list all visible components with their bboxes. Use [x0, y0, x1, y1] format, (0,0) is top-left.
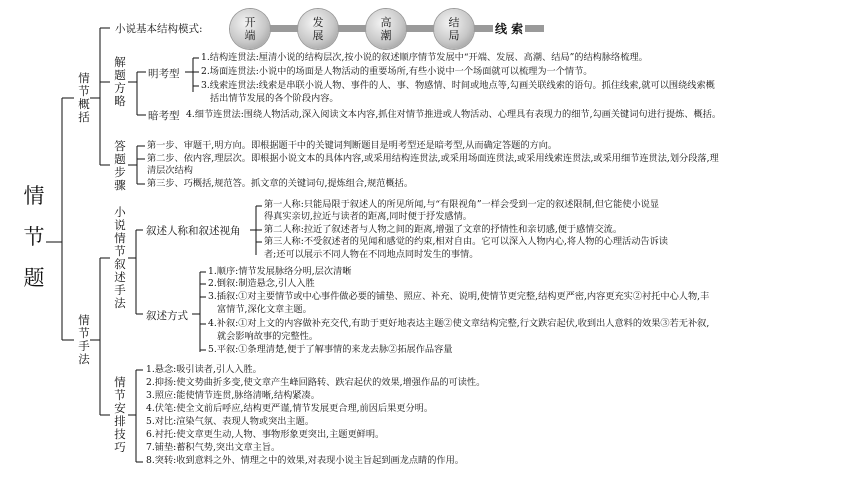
step-2-cont: 清层次结构	[147, 165, 193, 176]
person-item-2: 第二人称:拉近了叙述者与人物之间的距离,增强了文章的抒情性和亲切感,便于感情交流。	[264, 224, 623, 235]
methods-label: 解题方略	[114, 55, 126, 108]
structure-node-2: 发展	[298, 9, 338, 49]
explicit-label: 明考型	[148, 68, 180, 80]
person-item-1: 第一人称:只能局限于叙述人的所见所闻,与“有限视角”一样会受到一定的叙述限制,但它能使小说显	[264, 199, 660, 210]
mode-item-2: 2.倒叙:制造悬念,引人入胜	[208, 278, 315, 289]
structure-node-3: 高潮	[366, 9, 406, 49]
mode-item-1: 1.顺序:情节发展脉络分明,层次清晰	[208, 266, 352, 277]
step-3: 第三步、巧概括,规范答。抓文章的关键词句,提炼组合,规范概括。	[147, 178, 414, 189]
arrangement-item-7: 7.铺垫:蓄积气势,突出文章主旨。	[146, 442, 281, 453]
arrangement-item-6: 6.衬托:使文章更生动,人物、事物形象更突出,主题更鲜明。	[146, 429, 385, 440]
person-label: 叙述人称和叙述视角	[146, 225, 241, 237]
explicit-item-3: 3.线索连贯法:线索是串联小说人物、事件的人、事、物感情、时间或地点等,勾画关联线索的语句。抓住线索,就可以围绕线索概	[201, 80, 715, 91]
arrangement-item-4: 4.伏笔:使全文前后呼应,结构更严谨,情节发展更合理,前因后果更分明。	[146, 403, 434, 414]
arrangement-item-2: 2.抑扬:使文势曲折多变,使文章产生峰回路转、跌宕起伏的效果,增强作品的可读性。	[146, 377, 486, 388]
mode-item-5: 5.平叙:①条理清楚,便于了解事情的来龙去脉②拓展作品容量	[208, 344, 453, 355]
explicit-item-1: 1.结构连贯法:厘清小说的结构层次,按小说的叙述顺序情节发展中“开端、发展、高潮、结局”的结构脉络梳理。	[201, 52, 648, 63]
person-item-3-cont: 者;还可以展示不同人物在不同地点同时发生的事情。	[264, 249, 479, 260]
techniques-label: 情节手法	[78, 313, 90, 366]
structure-label: 小说基本结构模式:	[115, 23, 203, 35]
mode-item-3: 3.插叙:①对主要情节或中心事件做必要的铺垫、照应、补充、说明,使情节更完整,结构更严密,内容更充实②衬托中心人物,丰	[208, 291, 710, 302]
person-item-3: 第三人称:不受叙述者的见闻和感觉的约束,相对自由。它可以深入人物内心,将人物的心理活动告诉读	[264, 236, 668, 247]
arrangement-label: 情节安排技巧	[114, 375, 126, 454]
arrangement-item-3: 3.照应:能使情节连贯,脉络清晰,结构紧凑。	[146, 390, 320, 401]
structure-node-1: 开端	[230, 9, 270, 49]
explicit-item-3-cont: 括出情节发展的各个阶段内容。	[210, 93, 339, 104]
step-2: 第二步、依内容,理层次。即根据小说文本的具体内容,或采用结构连贯法,或采用场面连贯法,或采用线索连贯法,或采用细节连贯法,划分段落,理	[147, 153, 719, 164]
step-1: 第一步、审题干,明方向。即根据题干中的关键词判断题目是明考型还是暗考型,从而确定答题的方向。	[147, 140, 558, 151]
mode-item-4: 4.补叙:①对上文的内容做补充交代,有助于更好地表达主题②使文章结构完整,行文跌宕起伏,收到出人意料的效果③若无补叙,	[208, 318, 710, 329]
overview-label: 情节概括	[78, 71, 90, 124]
mode-item-4-cont: 就会影响故事的完整性。	[217, 331, 319, 342]
narration-label: 小说情节叙述手法	[114, 205, 126, 310]
clue-label: 线 索	[495, 22, 524, 36]
implicit-label: 暗考型	[148, 110, 180, 122]
explicit-item-2: 2.场面连贯法:小说中的场面是人物活动的重要场所,有些小说中一个场面就可以梳理为一个情节。	[201, 66, 593, 77]
root-title: 情节题	[23, 184, 45, 290]
implicit-item: 4.细节连贯法:围绕人物活动,深入阅读文本内容,抓住对情节推进或人物活动、心理具有表现力的细节,勾画关键词句进行提炼、概括。	[186, 109, 722, 120]
arrangement-item-1: 1.悬念:吸引读者,引人入胜。	[146, 364, 262, 375]
arrangement-item-8: 8.突转:收到意料之外、情理之中的效果,对表现小说主旨起到画龙点睛的作用。	[146, 455, 464, 466]
mode-item-3-cont: 富情节,深化文章主题。	[217, 304, 312, 315]
person-item-1-cont: 得真实亲切,拉近与读者的距离,同时便于抒发感情。	[264, 211, 472, 222]
structure-node-4: 结局	[434, 9, 474, 49]
mode-label: 叙述方式	[146, 310, 188, 322]
steps-label: 答题步骤	[114, 139, 126, 192]
arrangement-item-5: 5.对比:渲染气氛、表现人物或突出主题。	[146, 416, 315, 427]
